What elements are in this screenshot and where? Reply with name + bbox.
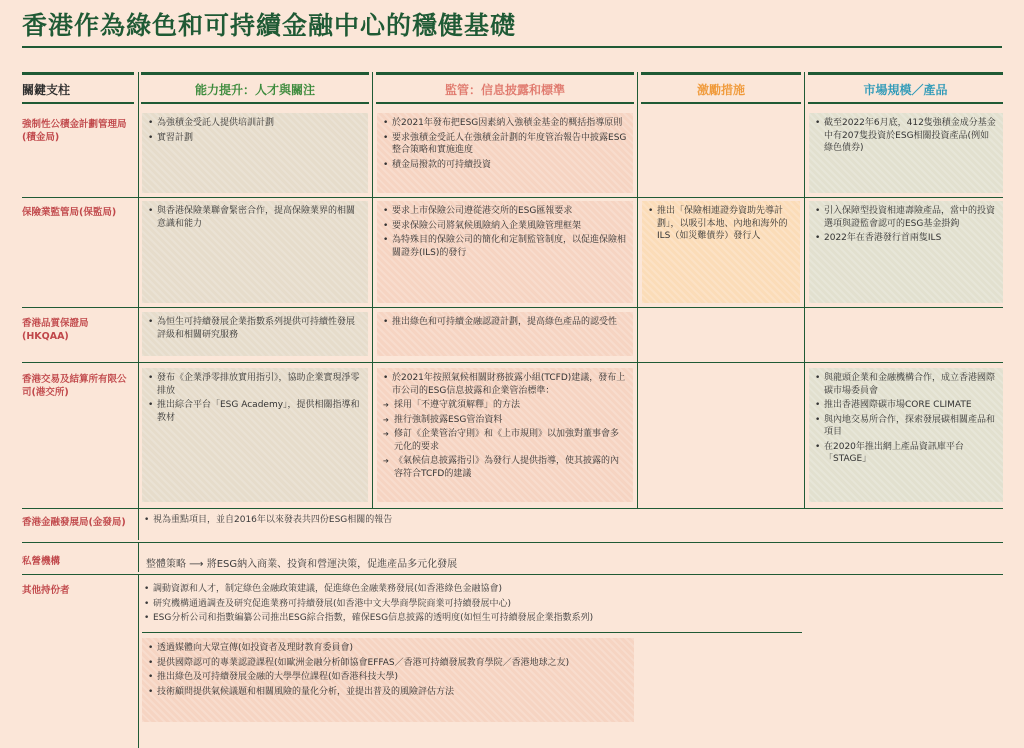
header-rule — [141, 102, 369, 104]
column-divider — [138, 542, 139, 572]
row-divider — [142, 632, 802, 633]
row-label-hkex: 香港交易及結算所有限公司(港交所) — [22, 374, 127, 398]
hkex-regulation-cell — [377, 368, 633, 502]
header-rule — [141, 72, 369, 75]
header-rule — [22, 72, 134, 75]
others-list — [144, 583, 804, 627]
list-item: • 為特殊目的保險公司的簡化和定制監管制度，以促進保險相關證券(ILS)的發行 — [383, 234, 627, 259]
list-item: ➔ 《氣候信息披露指引》為發行人提供指導，使其披露的內容符合TCFD的建議 — [383, 455, 627, 480]
header-incentives: 激勵措施 — [696, 82, 745, 97]
list-item: • 發布《企業淨零排放實用指引》，協助企業實現淨零排放 — [148, 372, 362, 397]
list-item: • 在2020年推出網上產品資訊庫平台「STAGE」 — [815, 441, 997, 466]
column-divider — [138, 508, 139, 540]
row-label-ia: 保險業監管局(保監局) — [22, 207, 117, 218]
list-item: ➔ 修訂《企業管治守則》和《上市規則》以加強對董事會多元化的要求 — [383, 428, 627, 453]
list-item: ➔ 推行強制披露ESG管治資料 — [383, 414, 627, 427]
row-label-others: 其他持份者 — [22, 585, 70, 596]
list-item: • 與香港保險業聯會緊密合作，提高保險業界的相關意識和能力 — [148, 205, 362, 230]
header-capacity: 能力提升：人才與關注 — [194, 82, 315, 97]
list-item: • 2022年在香港發行首兩隻ILS — [815, 232, 997, 245]
list-item: • 推出香港國際碳市場CORE CLIMATE — [815, 399, 997, 412]
ia-regulation-cell — [377, 201, 633, 303]
hkqaa-regulation-cell — [377, 312, 633, 356]
row-divider — [22, 362, 1003, 363]
list-item: ➔ 採用「不遵守就須解釋」的方法 — [383, 399, 627, 412]
list-item: • 於2021年發布把ESG因素納入強積金基金的概括指導原則 — [383, 117, 627, 130]
list-item: • 推出綠色及可持續發展金融的大學學位課程(如香港科技大學) — [148, 671, 628, 684]
page-title: 香港作為綠色和可持續金融中心的穩健基礎 — [22, 11, 517, 40]
hkqaa-capacity-cell — [142, 312, 368, 356]
row-divider — [22, 574, 1003, 575]
header-pillar: 關鍵支柱 — [22, 82, 71, 97]
list-item: • 引入保障型投資相連壽險產品，當中的投資選項與證監會認可的ESG基金掛鉤 — [815, 205, 997, 230]
header-rule — [808, 72, 1003, 75]
column-divider — [138, 574, 139, 748]
ia-incentive-cell — [642, 201, 800, 303]
column-divider — [804, 72, 805, 508]
header-rule — [22, 102, 134, 104]
hkex-capacity-cell — [142, 368, 368, 502]
list-item: • 調動資源和人才，制定綠色金融政策建議，促進綠色金融業務發展(如香港綠色金融協會) — [144, 583, 804, 596]
list-item: • 推出綠色和可持續金融認證計劃，提高綠色產品的認受性 — [383, 316, 627, 329]
header-rule — [376, 102, 634, 104]
mpfa-market-cell — [809, 113, 1003, 193]
others-box — [142, 638, 634, 722]
list-item: • 提供國際認可的專業認證課程(如歐洲金融分析師協會EFFAS／香港可持續發展教育學院／香港地球之友) — [148, 657, 628, 670]
hkex-market-cell — [809, 368, 1003, 502]
list-item: • ESG分析公司和指數編纂公司推出ESG綜合指數，確保ESG信息披露的透明度(如恒生可持續發展企業指數系列) — [144, 612, 804, 625]
list-item: • 積金局撥款的可持續投資 — [383, 159, 627, 172]
list-item: • 實習計劃 — [148, 132, 362, 145]
ia-capacity-cell — [142, 201, 368, 303]
ia-market-cell — [809, 201, 1003, 303]
row-divider — [22, 508, 1003, 509]
fsdc-text — [144, 514, 644, 529]
mpfa-capacity-cell — [142, 113, 368, 193]
row-label-mpfa: 強制性公積金計劃管理局(積金局) — [22, 119, 127, 143]
list-item: • 為恒生可持續發展企業指數系列提供可持續性發展評級和相關研究服務 — [148, 316, 362, 341]
header-rule — [641, 72, 801, 75]
column-divider — [372, 72, 373, 508]
list-item: • 透過媒體向大眾宣傳(如投資者及理財教育委員會) — [148, 642, 628, 655]
list-item: • 截至2022年6月底，412隻強積金成分基金中有207隻投資於ESG相關投資產品(例如綠色債券) — [815, 117, 997, 155]
mpfa-regulation-cell — [377, 113, 633, 193]
list-item: • 於2021年按照氣候相關財務披露小組(TCFD)建議，發布上市公司的ESG信息披露和企業管治標準： — [383, 372, 627, 397]
row-divider — [22, 307, 1003, 308]
header-regulation: 監管：信息披露和標準 — [444, 82, 565, 97]
row-divider — [22, 542, 1003, 543]
header-market: 市場規模／產品 — [863, 82, 948, 97]
list-item: • 要求保險公司將氣候風險納入企業風險管理框架 — [383, 220, 627, 233]
row-divider — [22, 197, 1003, 198]
list-item: • 推出「保險相連證券資助先導計劃」，以吸引本地、內地和海外的ILS（如災難債券）發行人 — [648, 205, 794, 243]
private-sector-text: 整體策略 ⟶ 將ESG納入商業、投資和營運決策，促進產品多元化發展 — [146, 559, 458, 570]
row-label-hkqaa: 香港品質保證局(HKQAA) — [22, 318, 89, 342]
list-item: • 視為重點項目，並自2016年以來發表共四份ESG相關的報告 — [144, 514, 644, 527]
title-divider — [22, 46, 1002, 48]
row-label-fsdc: 香港金融發展局(金發局) — [22, 517, 126, 528]
list-item: • 為強積金受託人提供培訓計劃 — [148, 117, 362, 130]
header-rule — [376, 72, 634, 75]
list-item: • 要求上市保險公司遵從港交所的ESG匯報要求 — [383, 205, 627, 218]
list-item: • 研究機構通過調查及研究促進業務可持續發展(如香港中文大學商學院商業可持續發展中心) — [144, 598, 804, 611]
list-item: • 與內地交易所合作，探索發展碳相關產品和項目 — [815, 414, 997, 439]
list-item: • 推出綜合平台「ESG Academy」，提供相關指導和教材 — [148, 399, 362, 424]
list-item: • 與龍頭企業和金融機構合作，成立香港國際碳市場委員會 — [815, 372, 997, 397]
header-rule — [641, 102, 801, 104]
header-rule — [808, 102, 1003, 104]
list-item: • 技術顧問提供氣候議題和相關風險的量化分析，並提出普及的風險評估方法 — [148, 686, 628, 699]
column-divider — [138, 72, 139, 508]
list-item: • 要求強積金受託人在強積金計劃的年度管治報告中披露ESG整合策略和實施進度 — [383, 132, 627, 157]
column-divider — [637, 72, 638, 508]
row-label-private: 私營機構 — [22, 556, 61, 567]
